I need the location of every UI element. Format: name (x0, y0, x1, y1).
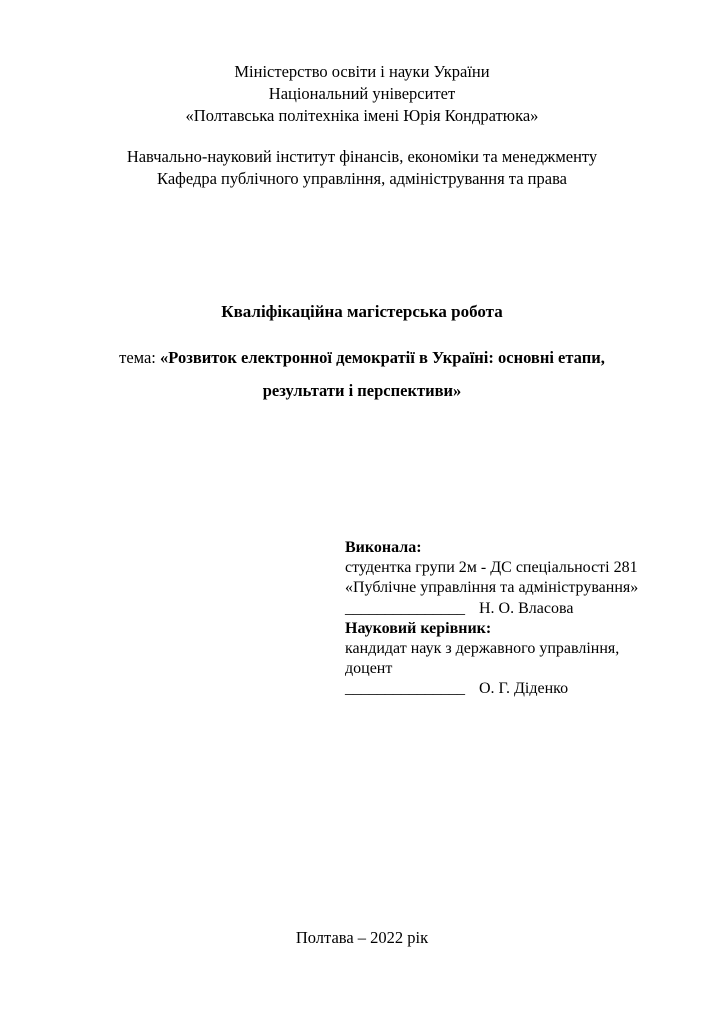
theme-prefix: тема: (119, 348, 161, 367)
institute-line: Навчально-науковий інститут фінансів, економіки та менеджменту (126, 147, 598, 166)
theme-block (0, 341, 724, 407)
supervisor-label: Науковий керівник: (345, 619, 492, 637)
university-header (0, 61, 724, 127)
performed-by-line-2: «Публічне управління та адміністрування» (345, 579, 639, 597)
institute-header (0, 146, 724, 190)
theme-title-part-1: «Розвиток електронної демократії в Україні: основні етапи, (160, 348, 605, 367)
university-line: Національний університет (268, 84, 456, 103)
supervisor-signature-row (345, 679, 705, 699)
work-title: Кваліфікаційна магістерська робота (221, 302, 503, 321)
university-name-line: «Полтавська політехніка імені Юрія Кондратюка» (185, 106, 539, 125)
footer-city-year: Полтава – 2022 рік (295, 928, 429, 947)
supervisor-line-1: кандидат наук з державного управління, (345, 640, 620, 658)
performed-by-signature-row (345, 599, 705, 619)
performed-by-line-1: студентка групи 2м - ДС спеціальності 281 (345, 559, 638, 577)
performed-by-signature-line: _______________ (345, 599, 465, 617)
supervisor-name: О. Г. Діденко (479, 680, 569, 698)
performed-by-name: Н. О. Власова (479, 599, 574, 617)
theme-title-part-2: результати і перспективи» (262, 381, 462, 400)
supervisor-signature-line: _______________ (345, 680, 465, 698)
signature-block (345, 538, 705, 700)
department-line: Кафедра публічного управління, адміністрування та права (157, 169, 567, 188)
performed-by-label: Виконала: (345, 539, 422, 556)
theme-line-1 (0, 341, 724, 374)
supervisor-line-2: доцент (345, 660, 393, 678)
ministry-line: Міністерство освіти і науки України (234, 62, 490, 81)
